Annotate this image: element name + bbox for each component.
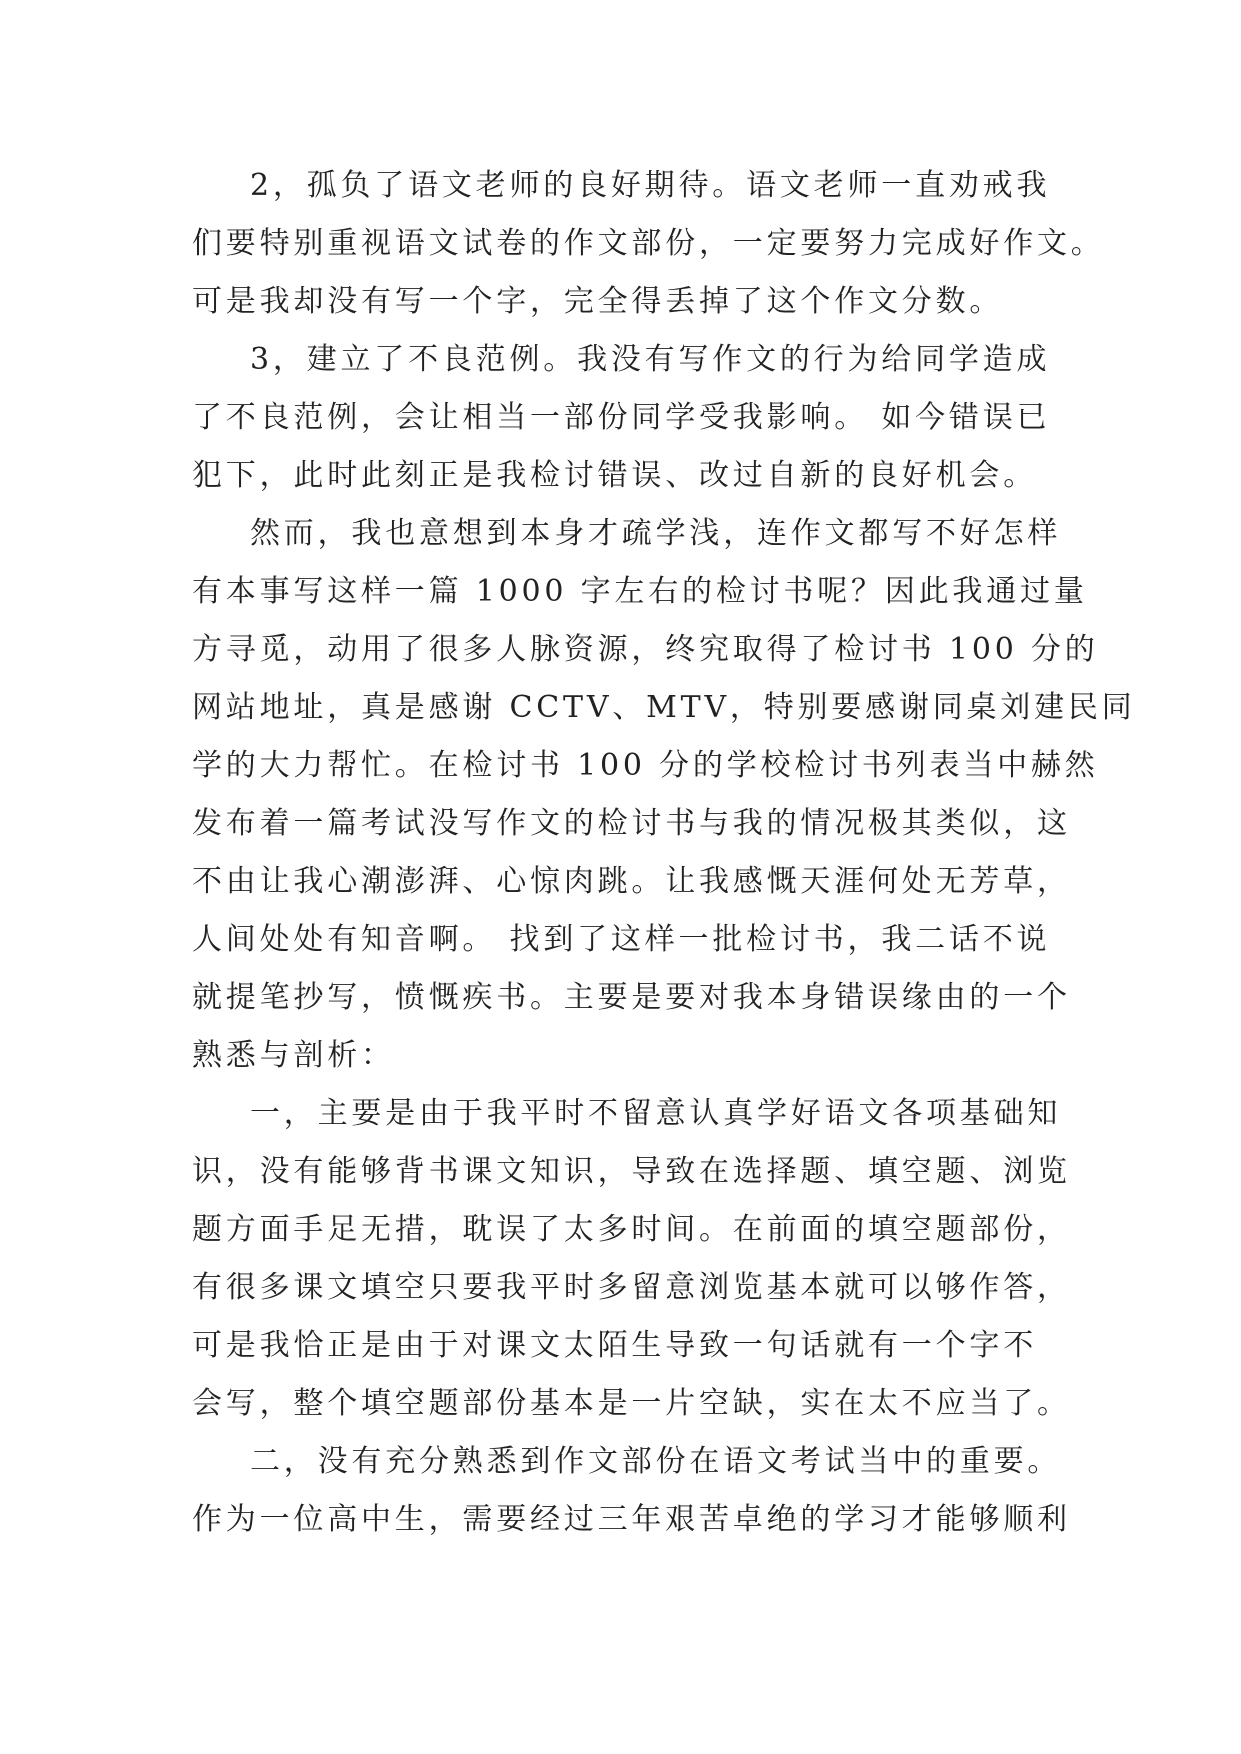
paragraph-line: 3，建立了不良范例。我没有写作文的行为给同学造成 — [250, 342, 1051, 377]
paragraph-line: 熟悉与剖析： — [192, 1038, 395, 1073]
paragraph-line: 作为一位高中生，需要经过三年艰苦卓绝的学习才能够顺利 — [192, 1502, 1071, 1537]
paragraph-line: 二，没有充分熟悉到作文部份在语文考试当中的重要。 — [250, 1444, 1062, 1479]
paragraph-line: 可是我恰正是由于对课文太陌生导致一句话就有一个字不 — [192, 1328, 1037, 1363]
paragraph-line: 了不良范例，会让相当一部份同学受我影响。 如今错误已 — [192, 400, 1051, 435]
paragraph-line: 有本事写这样一篇 1000 字左右的检讨书呢？因此我通过量 — [192, 574, 1088, 609]
paragraph-line: 犯下，此时此刻正是我检讨错误、改过自新的良好机会。 — [192, 458, 1037, 493]
paragraph-line: 人间处处有知音啊。 找到了这样一批检讨书，我二话不说 — [192, 922, 1051, 957]
paragraph-line: 不由让我心潮澎湃、心惊肉跳。让我感慨天涯何处无芳草， — [192, 864, 1071, 899]
paragraph-line: 有很多课文填空只要我平时多留意浏览基本就可以够作答， — [192, 1270, 1071, 1305]
paragraph-line: 识，没有能够背书课文知识，导致在选择题、填空题、浏览 — [192, 1154, 1071, 1189]
paragraph-line: 网站地址，真是感谢 CCTV、MTV，特别要感谢同桌刘建民同 — [192, 690, 1136, 725]
paragraph-line: 发布着一篇考试没写作文的检讨书与我的情况极其类似，这 — [192, 806, 1071, 841]
paragraph-line: 就提笔抄写，愤慨疾书。主要是要对我本身错误缘由的一个 — [192, 980, 1071, 1015]
paragraph-line: 可是我却没有写一个字，完全得丢掉了这个作文分数。 — [192, 284, 1004, 319]
paragraph-line: 题方面手足无措，耽误了太多时间。在前面的填空题部份， — [192, 1212, 1071, 1247]
paragraph-line: 们要特别重视语文试卷的作文部份，一定要努力完成好作文。 — [192, 226, 1105, 261]
paragraph-line: 然而，我也意想到本身才疏学浅，连作文都写不好怎样 — [250, 516, 1062, 551]
paragraph-line: 一，主要是由于我平时不留意认真学好语文各项基础知 — [250, 1096, 1062, 1131]
paragraph-line: 方寻觅，动用了很多人脉资源，终究取得了检讨书 100 分的 — [192, 632, 1099, 667]
paragraph-line: 学的大力帮忙。在检讨书 100 分的学校检讨书列表当中赫然 — [192, 748, 1099, 783]
paragraph-line: 2，孤负了语文老师的良好期待。语文老师一直劝戒我 — [250, 168, 1051, 203]
paragraph-line: 会写，整个填空题部份基本是一片空缺，实在太不应当了。 — [192, 1386, 1071, 1421]
